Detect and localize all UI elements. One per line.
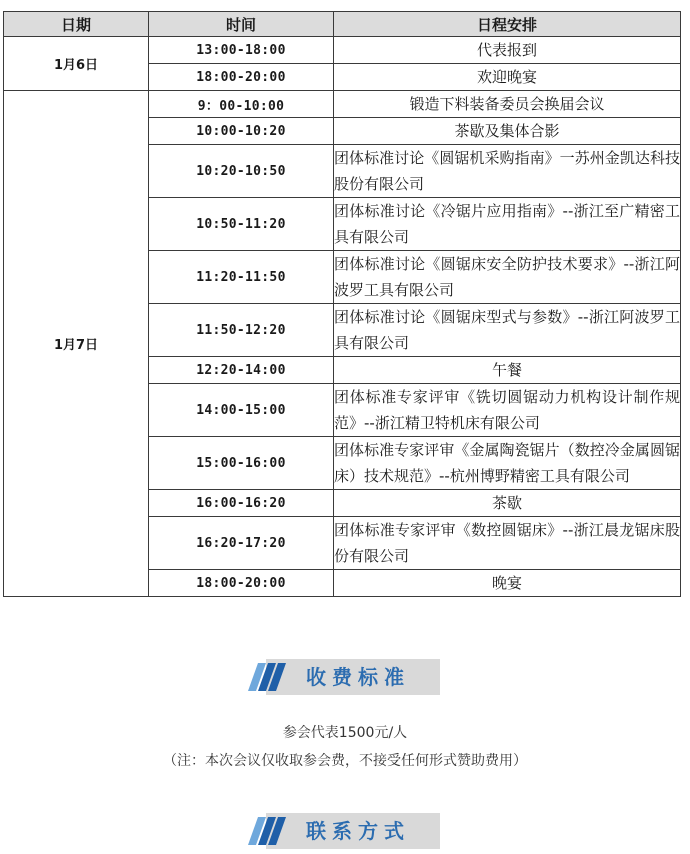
fee-note: （注：本次会议仅收取参会费，不接受任何形式赞助费用） <box>163 753 527 769</box>
agenda-cell: 团体标准讨论《圆锯床安全防护技术要求》--浙江阿波罗工具有限公司 <box>334 251 681 304</box>
contact-section-title: 联系方式 <box>306 819 410 843</box>
date-cell: 1月6日 <box>4 37 149 91</box>
contact-section-banner <box>244 813 440 849</box>
time-cell: 14:00-15:00 <box>149 384 334 437</box>
agenda-cell: 团体标准讨论《圆锯床型式与参数》--浙江阿波罗工具有限公司 <box>334 304 681 357</box>
time-cell: 18:00-20:00 <box>149 570 334 597</box>
date-cell: 1月7日 <box>4 91 149 597</box>
header-agenda: 日程安排 <box>334 12 681 37</box>
time-cell: 15:00-16:00 <box>149 437 334 490</box>
table-row <box>4 91 681 118</box>
time-cell: 16:20-17:20 <box>149 517 334 570</box>
fee-amount: 参会代表1500元/人 <box>282 725 408 741</box>
time-cell: 11:20-11:50 <box>149 251 334 304</box>
time-cell: 10:20-10:50 <box>149 145 334 198</box>
agenda-cell: 欢迎晚宴 <box>334 64 681 91</box>
time-cell: 11:50-12:20 <box>149 304 334 357</box>
time-cell: 12:20-14:00 <box>149 357 334 384</box>
agenda-cell: 团体标准专家评审《铣切圆锯动力机构设计制作规范》--浙江精卫特机床有限公司 <box>334 384 681 437</box>
time-cell: 13:00-18:00 <box>149 37 334 64</box>
agenda-cell: 锻造下料装备委员会换届会议 <box>334 91 681 118</box>
agenda-cell: 团体标准专家评审《数控圆锯床》--浙江晨龙锯床股份有限公司 <box>334 517 681 570</box>
agenda-cell: 茶歇及集体合影 <box>334 118 681 145</box>
fee-section-title: 收费标准 <box>306 665 410 689</box>
agenda-cell: 茶歇 <box>334 490 681 517</box>
fee-section-banner <box>244 659 440 695</box>
time-cell: 10:00-10:20 <box>149 118 334 145</box>
agenda-cell: 团体标准讨论《冷锯片应用指南》--浙江至广精密工具有限公司 <box>334 198 681 251</box>
agenda-cell: 团体标准讨论《圆锯机采购指南》一苏州金凯达科技股份有限公司 <box>334 145 681 198</box>
time-cell: 18:00-20:00 <box>149 64 334 91</box>
agenda-cell: 代表报到 <box>334 37 681 64</box>
time-cell: 10:50-11:20 <box>149 198 334 251</box>
header-time: 时间 <box>149 12 334 37</box>
header-date: 日期 <box>4 12 149 37</box>
agenda-cell: 团体标准专家评审《金属陶瓷锯片（数控冷金属圆锯床）技术规范》--杭州博野精密工具有限公司 <box>334 437 681 490</box>
time-cell: 9：00-10:00 <box>149 91 334 118</box>
schedule-table <box>3 11 681 597</box>
agenda-cell: 午餐 <box>334 357 681 384</box>
time-cell: 16:00-16:20 <box>149 490 334 517</box>
table-row <box>4 37 681 64</box>
table-header-row <box>4 12 681 37</box>
agenda-cell: 晚宴 <box>334 570 681 597</box>
